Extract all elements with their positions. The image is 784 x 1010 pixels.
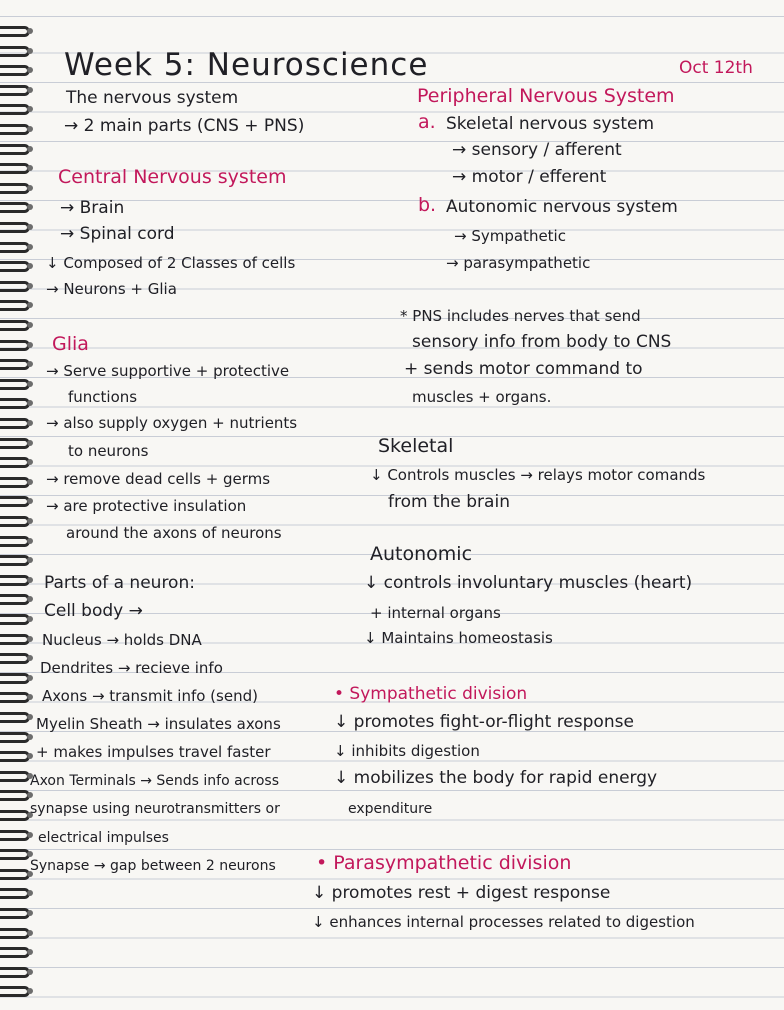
spiral-ring	[0, 320, 30, 331]
pns-note-line: + sends motor command to	[404, 359, 643, 379]
punch-hole	[27, 734, 33, 740]
spiral-ring	[0, 202, 30, 213]
spiral-ring	[0, 340, 30, 351]
spiral-ring	[0, 124, 30, 135]
spiral-ring	[0, 104, 30, 115]
spiral-ring	[0, 888, 30, 899]
punch-hole	[27, 675, 33, 681]
punch-hole	[27, 577, 33, 583]
sympathetic-line: ↓ mobilizes the body for rapid energy	[334, 768, 658, 788]
pns-a-marker: a.	[418, 111, 436, 133]
skeletal-line: ↓ Controls muscles → relays motor comands	[370, 466, 706, 484]
spiral-ring	[0, 555, 30, 566]
glia-heading: Glia	[52, 333, 89, 355]
spiral-ring	[0, 732, 30, 743]
glia-line: → remove dead cells + germs	[46, 470, 271, 488]
spiral-ring	[0, 928, 30, 939]
spiral-ring	[0, 908, 30, 919]
punch-hole	[27, 48, 33, 54]
neuron-part: Cell body →	[44, 601, 143, 621]
punch-hole	[27, 361, 33, 367]
spiral-ring	[0, 477, 30, 488]
spiral-ring	[0, 614, 30, 625]
punch-hole	[27, 949, 33, 955]
punch-hole	[27, 596, 33, 602]
glia-line: → Serve supportive + protective	[46, 362, 290, 380]
spiral-ring	[0, 85, 30, 96]
spiral-ring	[0, 163, 30, 174]
pns-heading: Peripheral Nervous System	[417, 85, 675, 107]
punch-hole	[27, 244, 33, 250]
glia-line: to neurons	[68, 442, 149, 460]
punch-hole	[27, 910, 33, 916]
spiral-ring	[0, 653, 30, 664]
spiral-ring	[0, 810, 30, 821]
spiral-ring	[0, 790, 30, 801]
pns-b-item: → Sympathetic	[454, 227, 566, 245]
nervous-system-heading: The nervous system	[66, 88, 239, 108]
neuron-part: Synapse → gap between 2 neurons	[30, 858, 276, 874]
spiral-ring	[0, 242, 30, 253]
cns-item: → Brain	[60, 198, 125, 218]
punch-hole	[27, 655, 33, 661]
spiral-ring	[0, 222, 30, 233]
pns-a-text: Skeletal nervous system	[446, 114, 655, 134]
punch-hole	[27, 459, 33, 465]
spiral-ring	[0, 830, 30, 841]
pns-b-marker: b.	[418, 194, 437, 216]
spiral-ring	[0, 536, 30, 547]
punch-hole	[27, 930, 33, 936]
punch-hole	[27, 636, 33, 642]
punch-hole	[27, 204, 33, 210]
punch-hole	[27, 28, 33, 34]
cns-item: → Neurons + Glia	[46, 280, 177, 298]
pns-note-line: sensory info from body to CNS	[412, 332, 672, 352]
spiral-ring	[0, 379, 30, 390]
punch-hole	[27, 518, 33, 524]
punch-hole	[27, 185, 33, 191]
spiral-ring	[0, 26, 30, 37]
punch-hole	[27, 322, 33, 328]
neuron-part: Myelin Sheath → insulates axons	[36, 715, 281, 733]
punch-hole	[27, 67, 33, 73]
neuron-part: synapse using neurotransmitters or	[30, 801, 280, 817]
autonomic-heading: Autonomic	[370, 543, 473, 565]
spiral-ring	[0, 261, 30, 272]
glia-line: → also supply oxygen + nutrients	[46, 414, 298, 432]
neuron-part: Nucleus → holds DNA	[42, 631, 202, 649]
cns-item: → Spinal cord	[60, 224, 175, 244]
punch-hole	[27, 479, 33, 485]
spiral-ring	[0, 457, 30, 468]
punch-hole	[27, 714, 33, 720]
nervous-system-parts: → 2 main parts (CNS + PNS)	[64, 116, 305, 136]
punch-hole	[27, 498, 33, 504]
punch-hole	[27, 302, 33, 308]
pns-a-item: → sensory / afferent	[452, 140, 622, 160]
punch-hole	[27, 165, 33, 171]
punch-hole	[27, 890, 33, 896]
spiral-ring	[0, 46, 30, 57]
spiral-ring	[0, 575, 30, 586]
punch-hole	[27, 832, 33, 838]
neuron-part: Dendrites → recieve info	[40, 659, 223, 677]
punch-hole	[27, 224, 33, 230]
punch-hole	[27, 557, 33, 563]
neuron-part: Axons → transmit info (send)	[42, 687, 258, 705]
cns-item: ↓ Composed of 2 Classes of cells	[46, 254, 296, 272]
spiral-ring	[0, 496, 30, 507]
pns-note-line: * PNS includes nerves that send	[400, 307, 641, 325]
glia-line: functions	[68, 388, 138, 406]
sympathetic-line: ↓ promotes fight-or-flight response	[334, 712, 634, 732]
pns-b-text: Autonomic nervous system	[446, 197, 678, 217]
spiral-ring	[0, 281, 30, 292]
spiral-ring	[0, 692, 30, 703]
punch-hole	[27, 988, 33, 994]
punch-hole	[27, 283, 33, 289]
spiral-ring	[0, 516, 30, 527]
punch-hole	[27, 792, 33, 798]
punch-hole	[27, 400, 33, 406]
neuron-part: Axon Terminals → Sends info across	[30, 773, 279, 789]
punch-hole	[27, 753, 33, 759]
spiral-ring	[0, 634, 30, 645]
punch-hole	[27, 87, 33, 93]
parasympathetic-heading: • Parasympathetic division	[316, 852, 572, 874]
sympathetic-heading: • Sympathetic division	[334, 684, 528, 704]
neuron-part: electrical impulses	[38, 830, 169, 846]
spiral-ring	[0, 947, 30, 958]
spiral-ring	[0, 771, 30, 782]
spiral-ring	[0, 673, 30, 684]
punch-hole	[27, 440, 33, 446]
parasympathetic-line: ↓ enhances internal processes related to digestion	[312, 913, 695, 931]
parasympathetic-line: ↓ promotes rest + digest response	[312, 883, 611, 903]
pns-b-item: → parasympathetic	[446, 254, 591, 272]
spiral-ring	[0, 849, 30, 860]
spiral-ring	[0, 712, 30, 723]
punch-hole	[27, 616, 33, 622]
punch-hole	[27, 969, 33, 975]
autonomic-line: ↓ controls involuntary muscles (heart)	[364, 573, 693, 593]
punch-hole	[27, 146, 33, 152]
punch-hole	[27, 106, 33, 112]
sympathetic-line: ↓ inhibits digestion	[334, 742, 480, 760]
spiral-ring	[0, 183, 30, 194]
spiral-ring	[0, 869, 30, 880]
autonomic-line: + internal organs	[370, 604, 501, 622]
punch-hole	[27, 420, 33, 426]
sympathetic-line: expenditure	[348, 801, 433, 817]
spiral-ring	[0, 144, 30, 155]
spiral-ring	[0, 359, 30, 370]
spiral-ring	[0, 300, 30, 311]
page-title: Week 5: Neuroscience	[64, 47, 429, 83]
spiral-ring	[0, 418, 30, 429]
neuron-part: + makes impulses travel faster	[36, 743, 271, 761]
punch-hole	[27, 381, 33, 387]
pns-a-item: → motor / efferent	[452, 167, 607, 187]
spiral-ring	[0, 65, 30, 76]
pns-note-line: muscles + organs.	[412, 388, 552, 406]
skeletal-heading: Skeletal	[378, 435, 454, 457]
punch-hole	[27, 126, 33, 132]
glia-line: → are protective insulation	[46, 497, 247, 515]
spiral-ring	[0, 438, 30, 449]
glia-line: around the axons of neurons	[66, 524, 282, 542]
punch-hole	[27, 538, 33, 544]
page-date: Oct 12th	[679, 58, 753, 78]
skeletal-line: from the brain	[388, 492, 510, 512]
punch-hole	[27, 263, 33, 269]
cns-heading: Central Nervous system	[58, 166, 287, 188]
punch-hole	[27, 694, 33, 700]
spiral-ring	[0, 398, 30, 409]
autonomic-line: ↓ Maintains homeostasis	[364, 629, 553, 647]
punch-hole	[27, 342, 33, 348]
spiral-ring	[0, 751, 30, 762]
neuron-parts-heading: Parts of a neuron:	[44, 573, 195, 593]
spiral-ring	[0, 967, 30, 978]
spiral-ring	[0, 594, 30, 605]
spiral-ring	[0, 986, 30, 997]
